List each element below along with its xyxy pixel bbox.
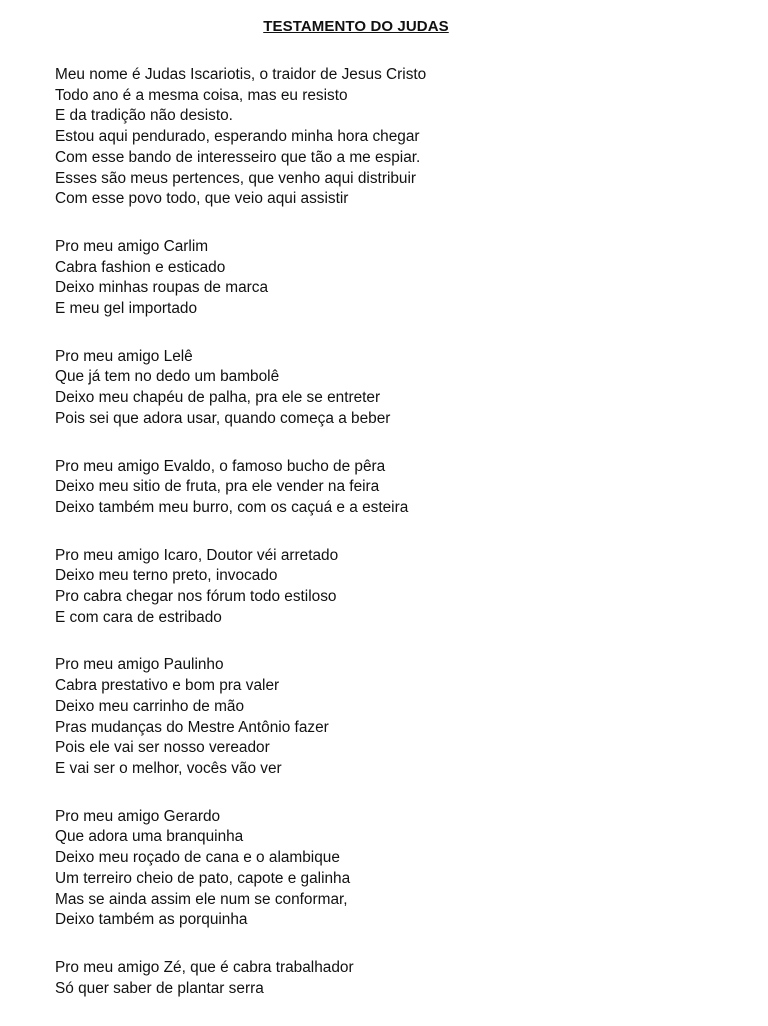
poem-line: Deixo também as porquinha: [55, 911, 248, 929]
poem-line: Pro meu amigo Lelê: [55, 347, 193, 365]
stanza: [55, 807, 735, 931]
poem-line: Pro meu amigo Evaldo, o famoso bucho de pêra: [55, 457, 386, 475]
poem-line: E meu gel importado: [55, 300, 198, 318]
stanza: [55, 347, 735, 430]
poem-line: Pois ele vai ser nosso vereador: [55, 739, 270, 757]
poem-line: Só quer saber de plantar serra: [55, 979, 264, 997]
stanza: [55, 65, 735, 210]
poem-line: Mas se ainda assim ele num se conformar,: [55, 890, 348, 908]
stanza: [55, 546, 735, 629]
poem-line: Deixo meu terno preto, invocado: [55, 567, 278, 585]
poem-line: E com cara de estribado: [55, 608, 222, 626]
poem-line: Com esse bando de interesseiro que tão a me espiar.: [55, 148, 421, 166]
poem-line: Deixo meu roçado de cana e o alambique: [55, 849, 340, 867]
stanza: [55, 958, 735, 999]
poem-line: Deixo minhas roupas de marca: [55, 279, 269, 297]
poem-line: Pro cabra chegar nos fórum todo estiloso: [55, 588, 337, 606]
poem-line: E vai ser o melhor, vocês vão ver: [55, 759, 282, 777]
poem-line: Que adora uma branquinha: [55, 828, 244, 846]
stanza: [55, 237, 735, 320]
poem-line: Estou aqui pendurado, esperando minha hora chegar: [55, 128, 420, 146]
poem-line: Que já tem no dedo um bambolê: [55, 368, 280, 386]
stanza: [55, 655, 735, 779]
poem-line: Deixo meu carrinho de mão: [55, 697, 245, 715]
poem-line: Pois sei que adora usar, quando começa a beber: [55, 409, 391, 427]
document-title: TESTAMENTO DO JUDAS: [263, 18, 449, 35]
poem-line: Pras mudanças do Mestre Antônio fazer: [55, 718, 329, 736]
poem-line: Com esse povo todo, que veio aqui assistir: [55, 190, 349, 208]
poem-line: Cabra fashion e esticado: [55, 258, 226, 276]
poem-line: Pro meu amigo Icaro, Doutor véi arretado: [55, 546, 339, 564]
poem-line: Deixo meu sitio de fruta, pra ele vender na feira: [55, 478, 380, 496]
poem-line: Um terreiro cheio de pato, capote e galinha: [55, 869, 351, 887]
poem-line: Meu nome é Judas Iscariotis, o traidor de Jesus Cristo: [55, 66, 427, 83]
poem-line: Pro meu amigo Carlim: [55, 237, 209, 255]
poem-line: Deixo meu chapéu de palha, pra ele se entreter: [55, 389, 381, 407]
poem-line: Pro meu amigo Paulinho: [55, 656, 224, 674]
poem-line: Pro meu amigo Gerardo: [55, 807, 221, 825]
poem-line: Esses são meus pertences, que venho aqui distribuir: [55, 169, 417, 187]
poem-line: Pro meu amigo Zé, que é cabra trabalhador: [55, 958, 354, 976]
stanza: [55, 457, 735, 519]
poem-line: Todo ano é a mesma coisa, mas eu resisto: [55, 86, 348, 104]
poem-line: Deixo também meu burro, com os caçuá e a esteira: [55, 498, 409, 516]
poem-line: E da tradição não desisto.: [55, 107, 233, 125]
poem-line: Cabra prestativo e bom pra valer: [55, 677, 280, 695]
poem-body: [55, 65, 735, 1026]
